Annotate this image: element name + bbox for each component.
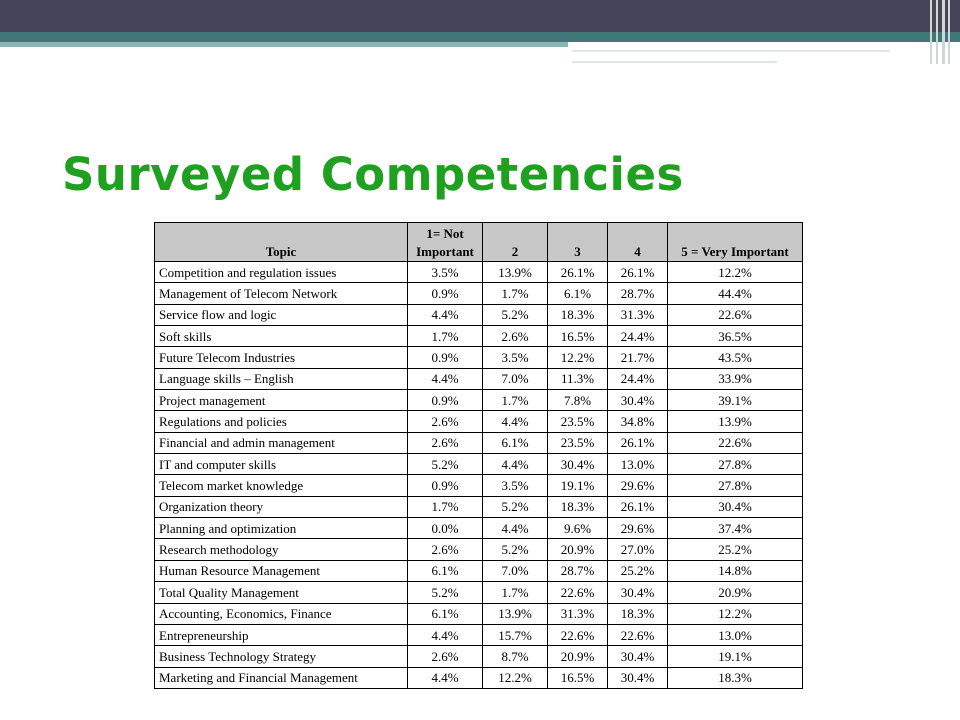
cell-very-important: 14.8% [668, 560, 803, 581]
cell-very-important: 44.4% [668, 283, 803, 304]
cell-very-important: 36.5% [668, 326, 803, 347]
cell-not-important: 4.4% [408, 667, 483, 688]
cell-topic: Total Quality Management [155, 582, 408, 603]
cell-very-important: 27.8% [668, 475, 803, 496]
header-4: 4 [608, 223, 668, 262]
cell-rating-4: 22.6% [608, 624, 668, 645]
cell-not-important: 5.2% [408, 582, 483, 603]
cell-rating-2: 8.7% [483, 646, 548, 667]
cell-topic: Telecom market knowledge [155, 475, 408, 496]
slide-title: Surveyed Competencies [62, 148, 684, 201]
cell-not-important: 2.6% [408, 411, 483, 432]
cell-rating-4: 24.4% [608, 326, 668, 347]
cell-very-important: 43.5% [668, 347, 803, 368]
cell-very-important: 13.9% [668, 411, 803, 432]
cell-rating-2: 5.2% [483, 304, 548, 325]
cell-rating-2: 3.5% [483, 475, 548, 496]
cell-topic: Research methodology [155, 539, 408, 560]
header-topic: Topic [155, 223, 408, 262]
cell-rating-2: 1.7% [483, 390, 548, 411]
cell-rating-3: 22.6% [548, 624, 608, 645]
cell-rating-4: 18.3% [608, 603, 668, 624]
table-row [155, 390, 803, 411]
decorative-line [572, 50, 890, 52]
table-row [155, 518, 803, 539]
cell-very-important: 33.9% [668, 368, 803, 389]
cell-rating-4: 30.4% [608, 667, 668, 688]
cell-rating-2: 13.9% [483, 603, 548, 624]
cell-not-important: 6.1% [408, 560, 483, 581]
decorative-stripe [948, 0, 950, 64]
cell-not-important: 3.5% [408, 262, 483, 283]
cell-rating-2: 2.6% [483, 326, 548, 347]
cell-rating-2: 4.4% [483, 411, 548, 432]
cell-not-important: 4.4% [408, 624, 483, 645]
cell-rating-3: 23.5% [548, 411, 608, 432]
cell-topic: Service flow and logic [155, 304, 408, 325]
table-row [155, 347, 803, 368]
table-row [155, 582, 803, 603]
cell-rating-3: 23.5% [548, 432, 608, 453]
cell-rating-4: 29.6% [608, 475, 668, 496]
cell-rating-2: 6.1% [483, 432, 548, 453]
cell-not-important: 0.9% [408, 347, 483, 368]
cell-not-important: 0.0% [408, 518, 483, 539]
cell-very-important: 13.0% [668, 624, 803, 645]
cell-rating-3: 12.2% [548, 347, 608, 368]
cell-topic: Entrepreneurship [155, 624, 408, 645]
cell-rating-4: 30.4% [608, 646, 668, 667]
cell-rating-2: 7.0% [483, 560, 548, 581]
cell-very-important: 22.6% [668, 304, 803, 325]
cell-rating-4: 30.4% [608, 582, 668, 603]
cell-topic: Soft skills [155, 326, 408, 347]
cell-very-important: 39.1% [668, 390, 803, 411]
decorative-stripe [930, 0, 932, 64]
cell-rating-4: 26.1% [608, 496, 668, 517]
cell-rating-4: 25.2% [608, 560, 668, 581]
decorative-stripe [942, 0, 945, 64]
table-row [155, 411, 803, 432]
cell-not-important: 6.1% [408, 603, 483, 624]
cell-rating-3: 18.3% [548, 496, 608, 517]
cell-rating-2: 1.7% [483, 582, 548, 603]
cell-rating-2: 5.2% [483, 496, 548, 517]
cell-rating-4: 26.1% [608, 432, 668, 453]
cell-rating-3: 9.6% [548, 518, 608, 539]
cell-topic: Accounting, Economics, Finance [155, 603, 408, 624]
top-bar-dark [0, 0, 960, 32]
cell-very-important: 22.6% [668, 432, 803, 453]
cell-very-important: 18.3% [668, 667, 803, 688]
cell-topic: Future Telecom Industries [155, 347, 408, 368]
cell-rating-4: 29.6% [608, 518, 668, 539]
cell-rating-2: 5.2% [483, 539, 548, 560]
cell-topic: Project management [155, 390, 408, 411]
cell-not-important: 0.9% [408, 475, 483, 496]
table-row [155, 283, 803, 304]
header-3: 3 [548, 223, 608, 262]
cell-rating-3: 7.8% [548, 390, 608, 411]
cell-not-important: 2.6% [408, 432, 483, 453]
cell-rating-2: 4.4% [483, 518, 548, 539]
cell-not-important: 2.6% [408, 539, 483, 560]
cell-very-important: 19.1% [668, 646, 803, 667]
decorative-line [572, 61, 777, 63]
cell-rating-2: 7.0% [483, 368, 548, 389]
cell-not-important: 4.4% [408, 304, 483, 325]
cell-rating-3: 19.1% [548, 475, 608, 496]
cell-topic: Management of Telecom Network [155, 283, 408, 304]
cell-rating-2: 13.9% [483, 262, 548, 283]
cell-rating-4: 24.4% [608, 368, 668, 389]
cell-rating-4: 31.3% [608, 304, 668, 325]
cell-not-important: 0.9% [408, 283, 483, 304]
cell-very-important: 12.2% [668, 262, 803, 283]
cell-topic: Planning and optimization [155, 518, 408, 539]
cell-topic: Marketing and Financial Management [155, 667, 408, 688]
table-row [155, 646, 803, 667]
table-row [155, 496, 803, 517]
table-row [155, 560, 803, 581]
table-row [155, 667, 803, 688]
table-row [155, 262, 803, 283]
decorative-stripe [936, 0, 938, 64]
table-row [155, 475, 803, 496]
cell-not-important: 1.7% [408, 326, 483, 347]
cell-rating-3: 16.5% [548, 326, 608, 347]
header-2: 2 [483, 223, 548, 262]
table-body [155, 262, 803, 689]
cell-rating-3: 6.1% [548, 283, 608, 304]
table-row [155, 432, 803, 453]
table-row [155, 326, 803, 347]
cell-rating-4: 30.4% [608, 390, 668, 411]
cell-topic: IT and computer skills [155, 454, 408, 475]
table-row [155, 368, 803, 389]
cell-very-important: 12.2% [668, 603, 803, 624]
table-header-row [155, 223, 803, 262]
competencies-table [154, 222, 803, 689]
table-row [155, 603, 803, 624]
cell-topic: Financial and admin management [155, 432, 408, 453]
cell-rating-3: 31.3% [548, 603, 608, 624]
cell-not-important: 5.2% [408, 454, 483, 475]
table-row [155, 624, 803, 645]
table-row [155, 304, 803, 325]
cell-rating-3: 20.9% [548, 646, 608, 667]
cell-very-important: 27.8% [668, 454, 803, 475]
cell-rating-4: 28.7% [608, 283, 668, 304]
header-very-important: 5 = Very Important [668, 223, 803, 262]
cell-topic: Business Technology Strategy [155, 646, 408, 667]
cell-topic: Language skills – English [155, 368, 408, 389]
cell-rating-2: 3.5% [483, 347, 548, 368]
cell-rating-3: 30.4% [548, 454, 608, 475]
cell-rating-3: 20.9% [548, 539, 608, 560]
table-row [155, 454, 803, 475]
cell-not-important: 4.4% [408, 368, 483, 389]
cell-not-important: 2.6% [408, 646, 483, 667]
cell-rating-3: 26.1% [548, 262, 608, 283]
cell-rating-3: 18.3% [548, 304, 608, 325]
cell-rating-3: 28.7% [548, 560, 608, 581]
cell-topic: Organization theory [155, 496, 408, 517]
table-row [155, 539, 803, 560]
cell-rating-2: 1.7% [483, 283, 548, 304]
cell-rating-4: 21.7% [608, 347, 668, 368]
cell-very-important: 30.4% [668, 496, 803, 517]
top-bar-teal [0, 32, 960, 42]
header-not-important: 1= Not Important [408, 223, 483, 262]
cell-rating-4: 34.8% [608, 411, 668, 432]
cell-rating-2: 12.2% [483, 667, 548, 688]
cell-rating-4: 13.0% [608, 454, 668, 475]
cell-rating-2: 15.7% [483, 624, 548, 645]
cell-rating-3: 16.5% [548, 667, 608, 688]
cell-rating-3: 22.6% [548, 582, 608, 603]
cell-rating-4: 27.0% [608, 539, 668, 560]
cell-rating-3: 11.3% [548, 368, 608, 389]
cell-rating-4: 26.1% [608, 262, 668, 283]
cell-topic: Human Resource Management [155, 560, 408, 581]
cell-very-important: 20.9% [668, 582, 803, 603]
cell-not-important: 1.7% [408, 496, 483, 517]
cell-very-important: 25.2% [668, 539, 803, 560]
cell-rating-2: 4.4% [483, 454, 548, 475]
cell-very-important: 37.4% [668, 518, 803, 539]
cell-topic: Regulations and policies [155, 411, 408, 432]
cell-topic: Competition and regulation issues [155, 262, 408, 283]
cell-not-important: 0.9% [408, 390, 483, 411]
